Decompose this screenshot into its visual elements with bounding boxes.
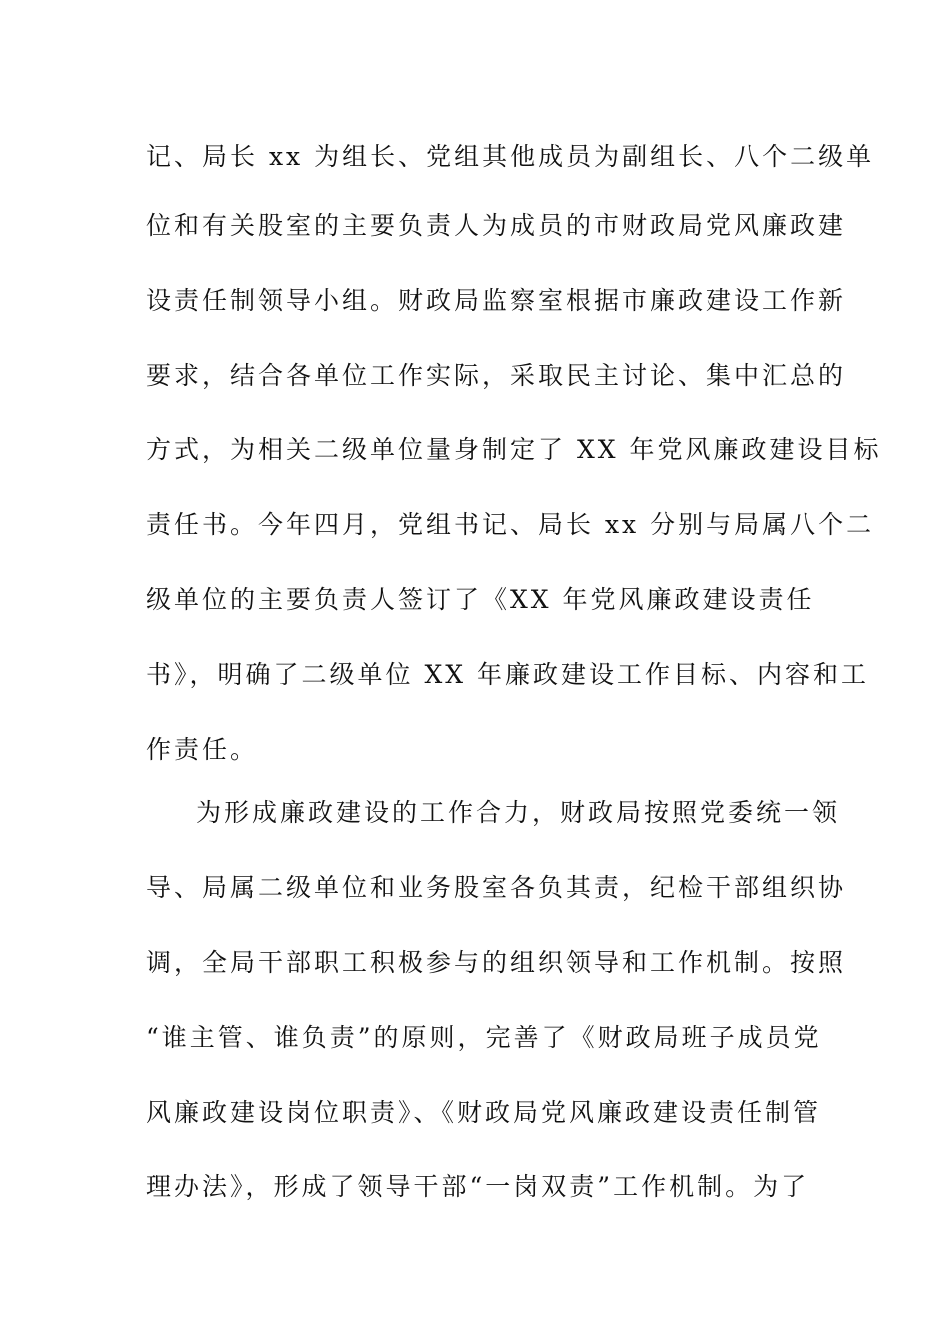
paragraph-line: 为形成廉政建设的工作合力，财政局按照党委统一领	[196, 798, 841, 827]
paragraph-line: 要求，结合各单位工作实际，采取民主讨论、集中汇总的	[146, 361, 847, 390]
paragraph-line: 导、局属二级单位和业务股室各负其责，纪检干部组织协	[146, 873, 847, 902]
paragraph-line: 设责任制领导小组。财政局监察室根据市廉政建设工作新	[146, 286, 847, 315]
paragraph-line: 作责任。	[146, 735, 259, 764]
paragraph-line: 理办法》，形成了领导干部“一岗双责”工作机制。为了	[146, 1172, 810, 1201]
paragraph-line: “谁主管、谁负责”的原则，完善了《财政局班子成员党	[146, 1023, 822, 1052]
paragraph-line: 风廉政建设岗位职责》、《财政局党风廉政建设责任制管	[146, 1098, 822, 1127]
paragraph-line: 方式，为相关二级单位量身制定了 XX 年党风廉政建设目标	[146, 435, 882, 464]
paragraph-line: 级单位的主要负责人签订了《XX 年党风廉政建设责任	[146, 585, 815, 614]
paragraph-line: 记、局长 xx 为组长、党组其他成员为副组长、八个二级单	[146, 142, 875, 171]
paragraph-line: 责任书。今年四月，党组书记、局长 xx 分别与局属八个二	[146, 510, 875, 539]
paragraph-line: 调，全局干部职工积极参与的组织领导和工作机制。按照	[146, 948, 847, 977]
paragraph-line: 书》，明确了二级单位 XX 年廉政建设工作目标、内容和工	[146, 660, 869, 689]
paragraph-line: 位和有关股室的主要负责人为成员的市财政局党风廉政建	[146, 211, 847, 240]
